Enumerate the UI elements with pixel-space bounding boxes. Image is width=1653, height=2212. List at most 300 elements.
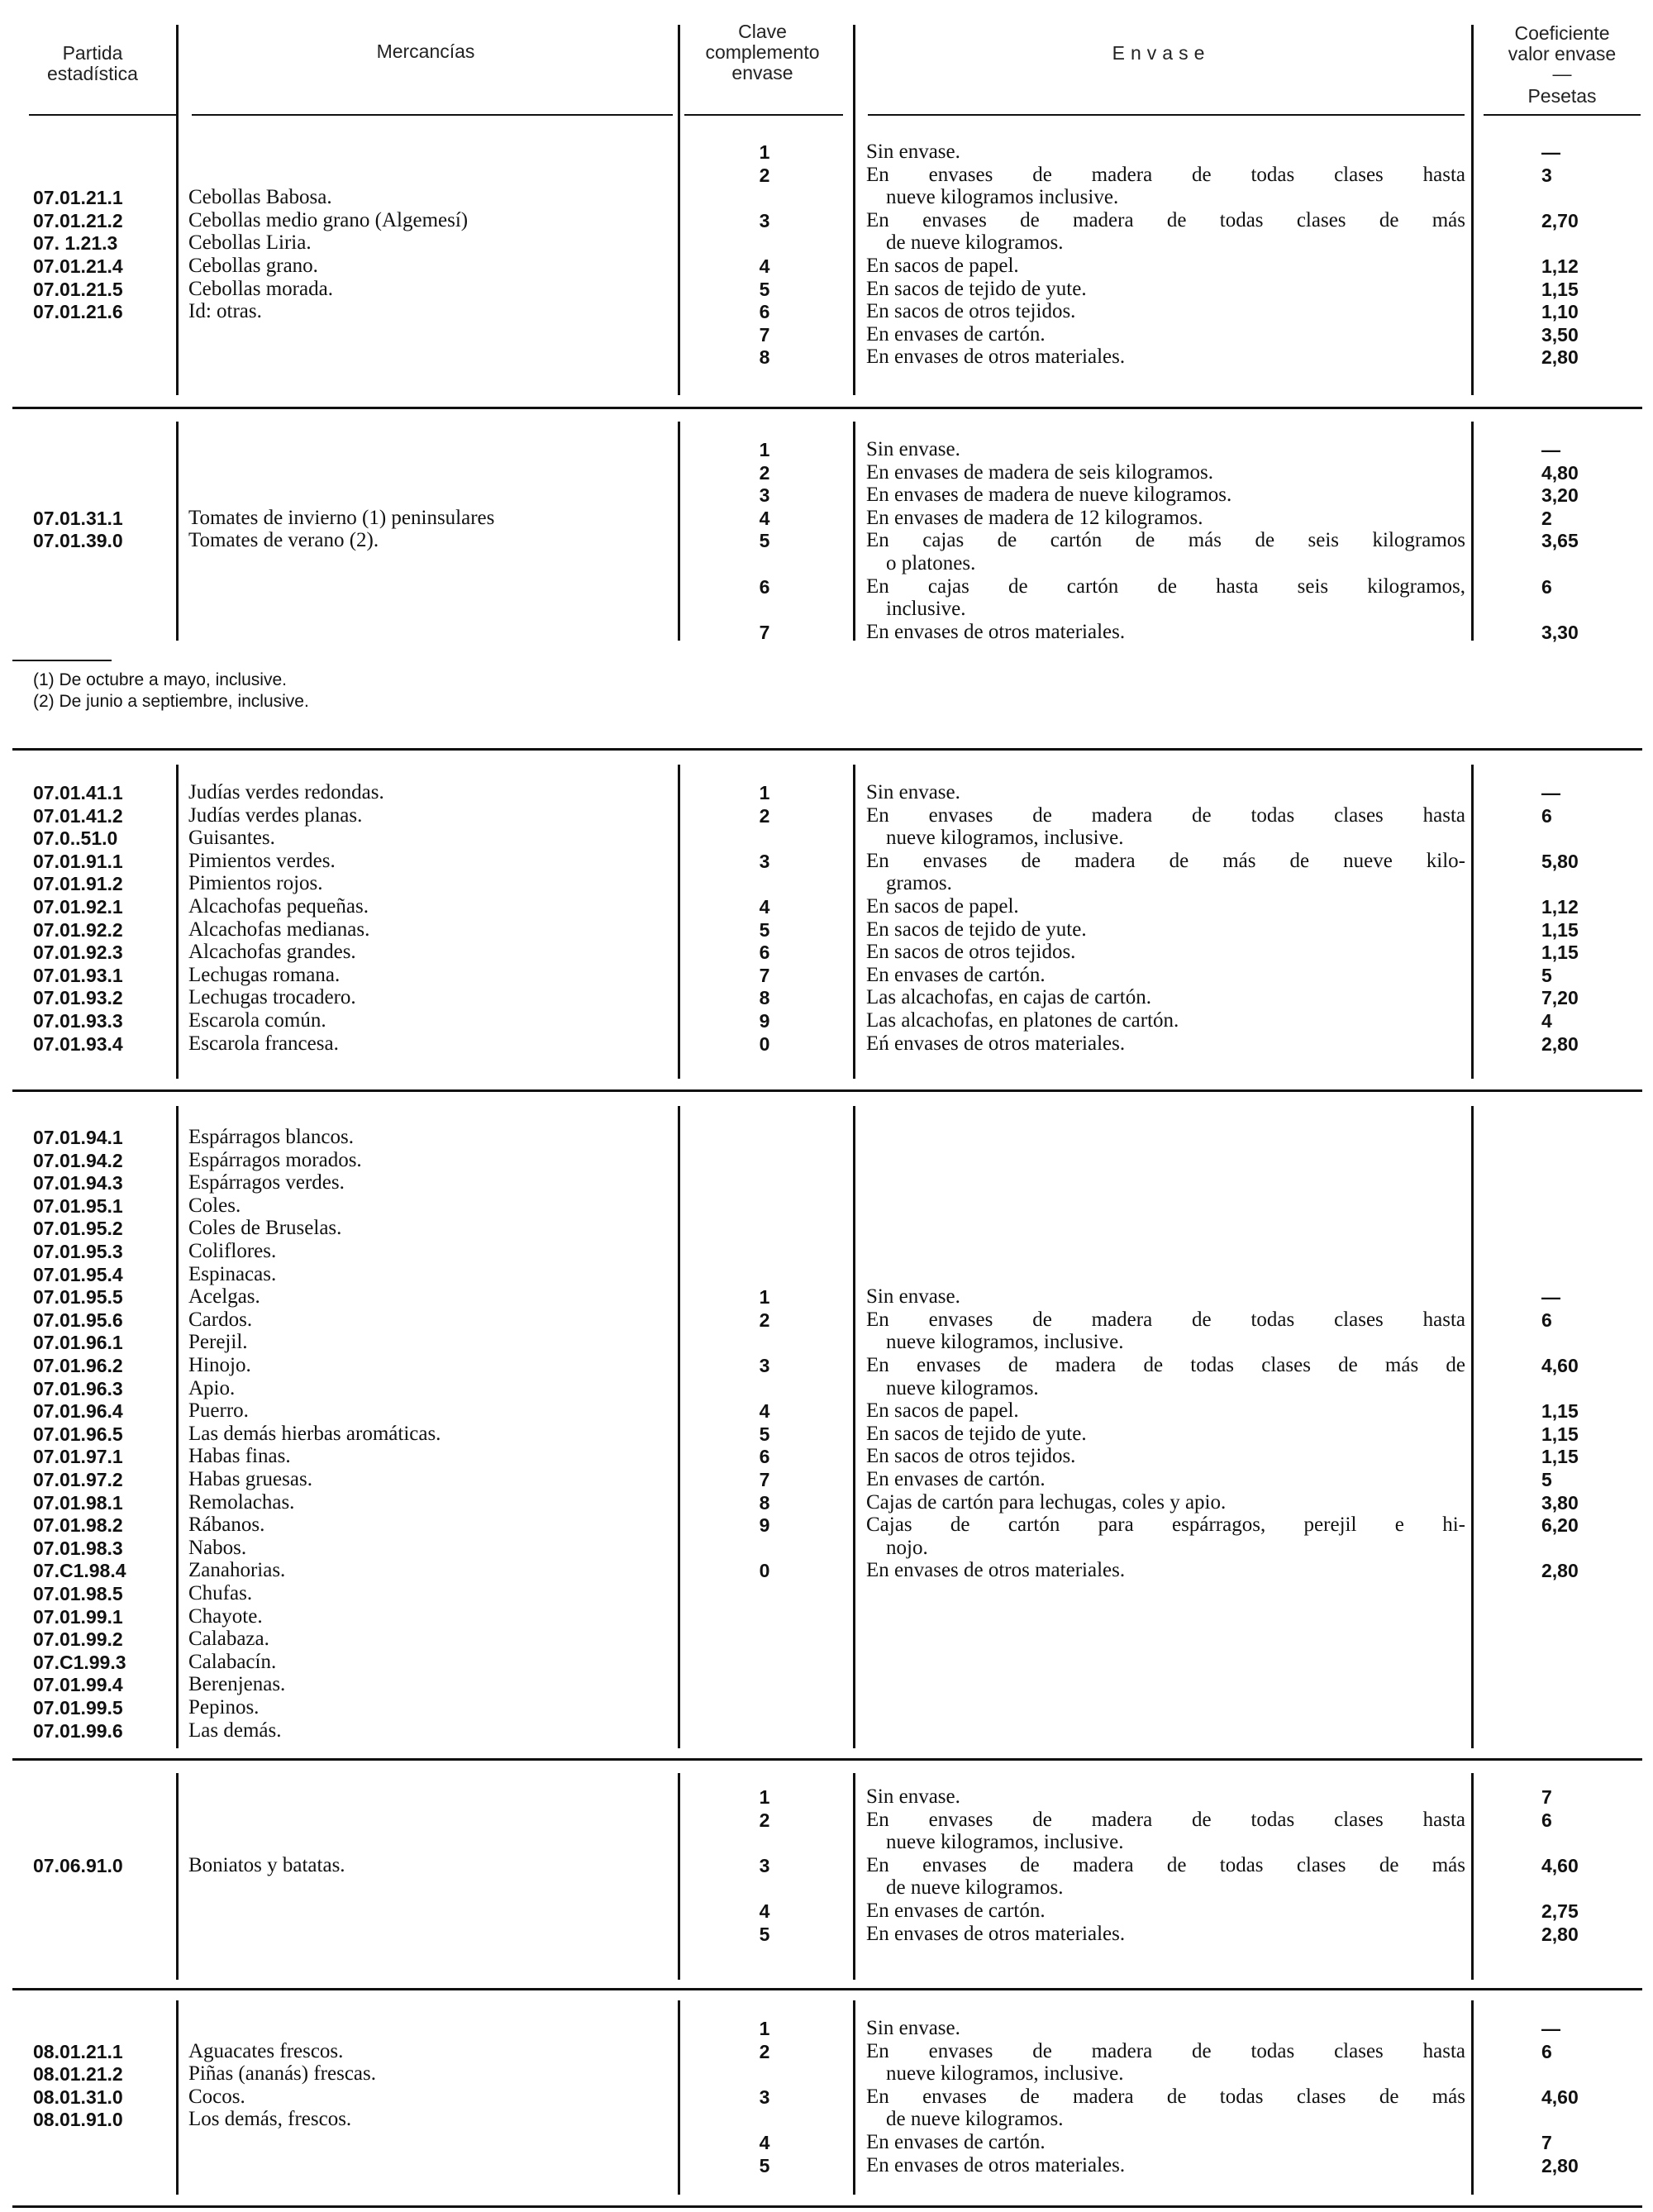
packaging-row (0, 1285, 1653, 1309)
packaging-row (0, 529, 1653, 552)
packaging-description: En envases de otros materiales. (866, 346, 1126, 369)
packaging-key: 5 (759, 2154, 770, 2176)
packaging-description-continued: nueve kilogramos inclusive. (886, 186, 1119, 209)
goods-name: Cebollas medio grano (Algemesí) (188, 208, 469, 231)
packaging-key: 7 (759, 1469, 770, 1490)
packaging-key: 2 (759, 164, 770, 186)
packaging-key: 6 (759, 301, 770, 323)
tariff-code: 07.01.99.6 (33, 1719, 123, 1742)
packaging-description: Eń envases de otros materiales. (866, 1032, 1126, 1055)
packaging-row (0, 1785, 1653, 1809)
tariff-code: 07.01.21.1 (33, 187, 123, 209)
packaging-row (0, 1354, 1653, 1377)
goods-name: Los demás, frescos. (188, 2108, 352, 2131)
goods-name: Chayote. (188, 1604, 263, 1628)
header-clave-line: envase (731, 62, 793, 83)
goods-name: Escarola francesa. (188, 1032, 339, 1055)
packaging-row (0, 1445, 1653, 1468)
goods-name: Coliflores. (188, 1240, 277, 1262)
packaging-row (0, 941, 1653, 964)
tariff-code: 08.01.21.2 (33, 2063, 123, 2086)
packaging-description-continued: nueve kilogramos, inclusive. (886, 2062, 1124, 2086)
header-rule (868, 114, 1465, 116)
packaging-key: 2 (759, 1309, 770, 1331)
packaging-description: Sin envase. (866, 1285, 960, 1309)
packaging-key: 3 (759, 484, 770, 507)
header-rule (1484, 114, 1641, 116)
packaging-row (0, 2017, 1653, 2040)
packaging-key: 9 (759, 1010, 770, 1032)
goods-row (0, 1149, 1653, 1172)
goods-name: Cebollas grano. (188, 255, 318, 277)
packaging-description: En sacos de tejido de yute. (866, 1422, 1087, 1445)
header-partida-line: Partida (62, 42, 123, 64)
packaging-key: 1 (759, 1286, 770, 1309)
packaging-row (0, 209, 1653, 232)
footnote-rule (12, 660, 112, 661)
tariff-code: 07.01.99.4 (33, 1674, 123, 1696)
packaging-key: 1 (759, 2018, 770, 2039)
tariff-code: 07.0..51.0 (33, 827, 118, 850)
tariff-code: 07.01.95.6 (33, 1309, 123, 1331)
tariff-code: 07.01.21.4 (33, 255, 123, 277)
tariff-code: 07.01.92.2 (33, 918, 123, 941)
goods-row (0, 1263, 1653, 1286)
packaging-row-continuation (0, 2108, 1653, 2131)
goods-name: Remolachas. (188, 1490, 295, 1514)
coefficient-value: 6 (1541, 1309, 1552, 1331)
goods-name: Cebollas morada. (188, 277, 333, 300)
packaging-key: 1 (759, 439, 770, 460)
header-coeficiente (1475, 23, 1649, 126)
packaging-description-continued: o platones. (886, 552, 976, 574)
packaging-description-continued: nueve kilogramos, inclusive. (886, 1831, 1124, 1854)
packaging-description-continued: gramos. (886, 872, 952, 895)
packaging-description: En envases de cartón. (866, 963, 1046, 986)
tariff-code: 07.01.92.3 (33, 942, 123, 964)
block-separator (12, 407, 1642, 409)
packaging-description: En envases de madera de todas clases hasta (866, 803, 1465, 827)
coefficient-value: — (1541, 1286, 1560, 1309)
packaging-description: En envases de cartón. (866, 1468, 1046, 1490)
tariff-code: 07.01.93.2 (33, 987, 123, 1009)
packaging-key: 4 (759, 2132, 770, 2153)
packaging-key: 6 (759, 575, 770, 598)
packaging-row (0, 255, 1653, 278)
goods-name: Las demás. (188, 1719, 282, 1742)
packaging-row (0, 323, 1653, 346)
tariff-code: 07.01.91.1 (33, 850, 123, 872)
header-mercancias-label: Mercancías (376, 41, 475, 62)
coefficient-value: 1,12 (1541, 896, 1579, 918)
coefficient-value: 2,80 (1541, 1560, 1579, 1582)
goods-name: Judías verdes redondas. (188, 781, 384, 803)
tariff-code: 07. 1.21.3 (33, 232, 118, 255)
goods-name: Hinojo. (188, 1354, 251, 1376)
packaging-row (0, 986, 1653, 1009)
goods-name: Judías verdes planas. (188, 803, 363, 827)
header-rule (684, 114, 843, 116)
tariff-code: 07.01.99.2 (33, 1628, 123, 1651)
tariff-code: 08.01.91.0 (33, 2109, 123, 2131)
packaging-description: En envases de otros materiales. (866, 620, 1126, 643)
header-clave-line: complemento (705, 41, 820, 63)
tariff-code: 07.01.98.1 (33, 1491, 123, 1514)
packaging-row (0, 2040, 1653, 2063)
tariff-code: 07.01.39.0 (33, 530, 123, 552)
packaging-key: 5 (759, 1423, 770, 1445)
goods-name: Nabos. (188, 1536, 247, 1559)
coefficient-value: 4 (1541, 1010, 1552, 1032)
goods-name: Alcachofas grandes. (188, 941, 356, 964)
packaging-row (0, 1468, 1653, 1491)
packaging-row-continuation (0, 1831, 1653, 1854)
header-coef-unit: Pesetas (1527, 85, 1597, 107)
packaging-description: En envases de madera de todas clases hasta (866, 2039, 1465, 2062)
packaging-row (0, 1923, 1653, 1946)
goods-row (0, 1719, 1653, 1742)
packaging-row (0, 1900, 1653, 1923)
goods-name: Cebollas Liria. (188, 231, 312, 255)
packaging-row-continuation (0, 2062, 1653, 2086)
packaging-row-continuation (0, 231, 1653, 255)
goods-name: Cebollas Babosa. (188, 186, 332, 209)
tariff-code: 07.01.94.2 (33, 1149, 123, 1171)
packaging-description-continued: de nueve kilogramos. (886, 1876, 1064, 1900)
packaging-row-continuation (0, 1331, 1653, 1354)
packaging-key: 7 (759, 621, 770, 643)
packaging-description: En sacos de tejido de yute. (866, 918, 1087, 941)
goods-name: Perejil. (188, 1331, 248, 1354)
packaging-row (0, 804, 1653, 827)
packaging-key: 5 (759, 530, 770, 552)
packaging-row (0, 895, 1653, 918)
packaging-row (0, 1559, 1653, 1582)
tariff-code: 08.01.21.1 (33, 2040, 123, 2062)
coefficient-value: 2,80 (1541, 2154, 1579, 2176)
packaging-description: En envases de madera de 12 kilogramos. (866, 506, 1203, 529)
header-coef-dash: — (1552, 63, 1572, 84)
goods-row (0, 1673, 1653, 1696)
packaging-key: 4 (759, 1900, 770, 1922)
packaging-row (0, 507, 1653, 530)
packaging-key: 3 (759, 1355, 770, 1376)
goods-row (0, 1651, 1653, 1674)
header-coef-line: valor envase (1508, 43, 1617, 64)
packaging-row-continuation (0, 872, 1653, 895)
goods-name: Cardos. (188, 1308, 253, 1331)
coefficient-value: 7,20 (1541, 987, 1579, 1009)
packaging-row (0, 141, 1653, 164)
block-separator (12, 1988, 1642, 1990)
tariff-code: 07.01.21.6 (33, 301, 123, 323)
packaging-description: En envases de madera de todas clases de más (866, 1853, 1465, 1876)
packaging-key: 5 (759, 278, 770, 300)
packaging-row-continuation (0, 1537, 1653, 1560)
goods-name: Pimientos rojos. (188, 872, 323, 895)
coefficient-value: 6 (1541, 575, 1552, 598)
goods-name: Apio. (188, 1376, 236, 1399)
packaging-key: 7 (759, 964, 770, 986)
coefficient-value: 6 (1541, 1809, 1552, 1831)
packaging-row (0, 1809, 1653, 1832)
coefficient-value: 3,30 (1541, 621, 1579, 643)
packaging-description: En envases de otros materiales. (866, 1559, 1126, 1582)
packaging-description: En envases de madera de todas clases de más de (866, 1354, 1465, 1376)
tariff-code: 07.01.98.5 (33, 1583, 123, 1604)
goods-name: Acelgas. (188, 1285, 260, 1309)
packaging-description: Las alcachofas, en cajas de cartón. (866, 986, 1151, 1009)
goods-name: Espinacas. (188, 1262, 277, 1285)
packaging-description: Sin envase. (866, 141, 960, 163)
goods-name: Pepinos. (188, 1696, 260, 1719)
coefficient-value: 1,12 (1541, 255, 1579, 277)
packaging-description: En envases de cartón. (866, 2131, 1046, 2153)
block-separator (12, 1758, 1642, 1761)
coefficient-value: 1,15 (1541, 1446, 1579, 1468)
goods-name: Guisantes. (188, 827, 275, 850)
tariff-code: 07.01.99.1 (33, 1605, 123, 1628)
packaging-row (0, 2154, 1653, 2177)
coefficient-value: 4,60 (1541, 1854, 1579, 1876)
goods-row (0, 1171, 1653, 1194)
packaging-key: 4 (759, 896, 770, 918)
packaging-key: 6 (759, 942, 770, 964)
coefficient-value: 7 (1541, 1786, 1552, 1808)
packaging-description: En cajas de cartón de hasta seis kilogramos, (866, 574, 1465, 598)
packaging-row (0, 1399, 1653, 1423)
tariff-code: 07.01.41.2 (33, 804, 123, 827)
packaging-row (0, 964, 1653, 987)
packaging-description: En envases de madera de todas clases hasta (866, 1808, 1465, 1831)
packaging-row (0, 781, 1653, 804)
goods-row (0, 1628, 1653, 1651)
header-coef-line: Coeficiente (1514, 22, 1610, 44)
header-partida (10, 43, 175, 146)
coefficient-value: 1,15 (1541, 1423, 1579, 1445)
coefficient-value: 6 (1541, 804, 1552, 827)
packaging-row (0, 2086, 1653, 2109)
tariff-code: 07.01.95.5 (33, 1286, 123, 1309)
goods-name: Espárragos verdes. (188, 1171, 345, 1194)
packaging-description: En sacos de otros tejidos. (866, 300, 1076, 323)
tariff-code: 07.01.96.4 (33, 1400, 123, 1423)
coefficient-value: 5 (1541, 964, 1552, 986)
packaging-description: En envases de otros materiales. (866, 1922, 1126, 1945)
coefficient-value: — (1541, 782, 1560, 803)
tariff-code: 07.01.98.2 (33, 1514, 123, 1537)
coefficient-value: 1,15 (1541, 942, 1579, 964)
tariff-code: 07.C1.98.4 (33, 1560, 126, 1582)
goods-row (0, 1126, 1653, 1149)
coefficient-value: 2,70 (1541, 209, 1579, 231)
tariff-code: 07.C1.99.3 (33, 1651, 126, 1673)
tariff-code: 07.01.95.3 (33, 1241, 123, 1262)
header-mercancias (178, 41, 674, 145)
packaging-key: 1 (759, 1786, 770, 1808)
coefficient-value: 3 (1541, 164, 1552, 186)
tariff-code: 07.01.95.1 (33, 1194, 123, 1217)
packaging-row (0, 1309, 1653, 1332)
packaging-description: En envases de madera de nueve kilogramos. (866, 484, 1232, 507)
packaging-description: Cajas de cartón para lechugas, coles y apio. (866, 1490, 1227, 1514)
packaging-description-continued: nojo. (886, 1536, 928, 1559)
packaging-description-continued: inclusive. (886, 598, 966, 621)
block-separator (12, 2205, 1642, 2208)
coefficient-value: 4,60 (1541, 1355, 1579, 1376)
packaging-description: En envases de madera de seis kilogramos. (866, 460, 1214, 484)
packaging-row (0, 2131, 1653, 2154)
coefficient-value: 6,20 (1541, 1514, 1579, 1537)
tariff-code: 07.01.96.1 (33, 1332, 123, 1354)
goods-name: Alcachofas pequeñas. (188, 895, 369, 918)
packaging-description: En envases de madera de todas clases hasta (866, 1308, 1465, 1331)
packaging-key: 2 (759, 461, 770, 484)
packaging-key: 6 (759, 1446, 770, 1468)
coefficient-value: 1,10 (1541, 301, 1579, 323)
packaging-row (0, 918, 1653, 942)
packaging-description: En envases de cartón. (866, 322, 1046, 346)
tariff-code: 07.01.95.2 (33, 1218, 123, 1240)
packaging-key: 8 (759, 987, 770, 1009)
packaging-key: 8 (759, 1491, 770, 1514)
coefficient-value: — (1541, 141, 1560, 163)
packaging-row (0, 1514, 1653, 1537)
packaging-key: 5 (759, 918, 770, 941)
coefficient-value: 2 (1541, 507, 1552, 529)
goods-name: Rábanos. (188, 1514, 265, 1537)
tariff-code: 07.01.21.5 (33, 278, 123, 300)
goods-row (0, 1194, 1653, 1218)
goods-row (0, 1582, 1653, 1605)
goods-name: Aguacates frescos. (188, 2039, 344, 2062)
packaging-key: 4 (759, 1400, 770, 1423)
coefficient-value: 3,65 (1541, 530, 1579, 552)
packaging-description: Sin envase. (866, 1785, 960, 1808)
packaging-key: 2 (759, 804, 770, 827)
header-clave (674, 21, 851, 125)
packaging-description: En cajas de cartón de más de seis kilogramos (866, 529, 1465, 552)
tariff-code: 07.01.94.1 (33, 1127, 123, 1148)
packaging-description: En sacos de otros tejidos. (866, 1445, 1076, 1468)
goods-name: Las demás hierbas aromáticas. (188, 1422, 441, 1445)
goods-name: Calabacín. (188, 1650, 277, 1673)
packaging-description-continued: nueve kilogramos, inclusive. (886, 827, 1124, 850)
packaging-description: En sacos de papel. (866, 1399, 1019, 1423)
header-rule (192, 114, 673, 116)
coefficient-value: 5 (1541, 1469, 1552, 1490)
coefficient-value: 7 (1541, 2132, 1552, 2153)
goods-name: Puerro. (188, 1399, 249, 1423)
block-separator (12, 748, 1642, 751)
goods-row (0, 1217, 1653, 1240)
packaging-row-continuation (0, 186, 1653, 209)
packaging-row-continuation (0, 598, 1653, 621)
packaging-row (0, 484, 1653, 507)
tariff-code: 07.01.93.4 (33, 1032, 123, 1055)
packaging-row (0, 164, 1653, 187)
goods-name: Alcachofas medianas. (188, 918, 370, 941)
packaging-key: 3 (759, 1854, 770, 1876)
packaging-row-continuation (0, 1377, 1653, 1400)
packaging-description-continued: de nueve kilogramos. (886, 231, 1064, 255)
header-rule (29, 114, 178, 116)
packaging-description: Sin envase. (866, 438, 960, 460)
packaging-description-continued: nueve kilogramos, inclusive. (886, 1331, 1124, 1354)
goods-name: Zanahorias. (188, 1559, 286, 1582)
packaging-description: En envases de madera de todas clases de más (866, 208, 1465, 231)
tariff-code: 07.01.21.2 (33, 209, 123, 231)
packaging-row (0, 461, 1653, 484)
goods-name: Lechugas romana. (188, 963, 341, 986)
packaging-description: En envases de cartón. (866, 1900, 1046, 1922)
packaging-row-continuation (0, 827, 1653, 850)
goods-name: Cocos. (188, 2085, 245, 2108)
packaging-key: 3 (759, 209, 770, 231)
block-separator (12, 1089, 1642, 1092)
packaging-description: En envases de madera de más de nueve kilo- (866, 849, 1465, 872)
coefficient-value: 3,80 (1541, 1491, 1579, 1514)
goods-name: Piñas (ananás) frescas. (188, 2062, 376, 2086)
packaging-description: En sacos de otros tejidos. (866, 941, 1076, 964)
goods-name: Habas finas. (188, 1445, 291, 1468)
packaging-key: 9 (759, 1514, 770, 1537)
packaging-row (0, 1032, 1653, 1056)
packaging-row (0, 621, 1653, 644)
tariff-code: 07.01.94.3 (33, 1172, 123, 1194)
tariff-code: 07.01.96.5 (33, 1423, 123, 1445)
packaging-description-continued: de nueve kilogramos. (886, 2108, 1064, 2131)
packaging-row (0, 1491, 1653, 1514)
tariff-code: 07.01.95.4 (33, 1263, 123, 1285)
packaging-description: Las alcachofas, en platones de cartón. (866, 1009, 1179, 1032)
packaging-key: 2 (759, 1809, 770, 1831)
packaging-key: 8 (759, 346, 770, 369)
goods-name: Chufas. (188, 1582, 253, 1604)
coefficient-value: 2,80 (1541, 1032, 1579, 1055)
coefficient-value: 2,80 (1541, 1923, 1579, 1945)
header-envase (855, 43, 1467, 146)
goods-name: Tomates de invierno (1) peninsulares (188, 506, 495, 529)
coefficient-value: 3,20 (1541, 484, 1579, 507)
coefficient-value: 4,80 (1541, 461, 1579, 484)
tariff-code: 07.01.98.3 (33, 1537, 123, 1559)
coefficient-value: — (1541, 439, 1560, 460)
goods-name: Espárragos morados. (188, 1148, 362, 1171)
packaging-row (0, 1009, 1653, 1032)
tariff-code: 07.01.96.3 (33, 1377, 123, 1399)
packaging-description: En sacos de papel. (866, 255, 1019, 277)
header-envase-label: Envase (1112, 42, 1211, 64)
goods-name: Habas gruesas. (188, 1468, 312, 1490)
goods-name: Coles. (188, 1194, 241, 1217)
packaging-description-continued: nueve kilogramos. (886, 1376, 1039, 1399)
footnote: (1) De octubre a mayo, inclusive. (33, 670, 287, 689)
coefficient-value: 1,15 (1541, 1400, 1579, 1423)
packaging-description: En envases de otros materiales. (866, 2153, 1126, 2176)
coefficient-value: 5,80 (1541, 850, 1579, 872)
goods-name: Calabaza. (188, 1628, 269, 1651)
coefficient-value: — (1541, 2018, 1560, 2039)
packaging-description: En sacos de papel. (866, 895, 1019, 918)
packaging-key: 7 (759, 323, 770, 346)
tariff-code: 07.01.97.1 (33, 1446, 123, 1468)
packaging-key: 3 (759, 850, 770, 872)
tariff-code: 07.06.91.0 (33, 1854, 123, 1876)
packaging-row (0, 438, 1653, 461)
goods-name: Pimientos verdes. (188, 849, 336, 872)
tariff-code: 07.01.91.2 (33, 873, 123, 895)
